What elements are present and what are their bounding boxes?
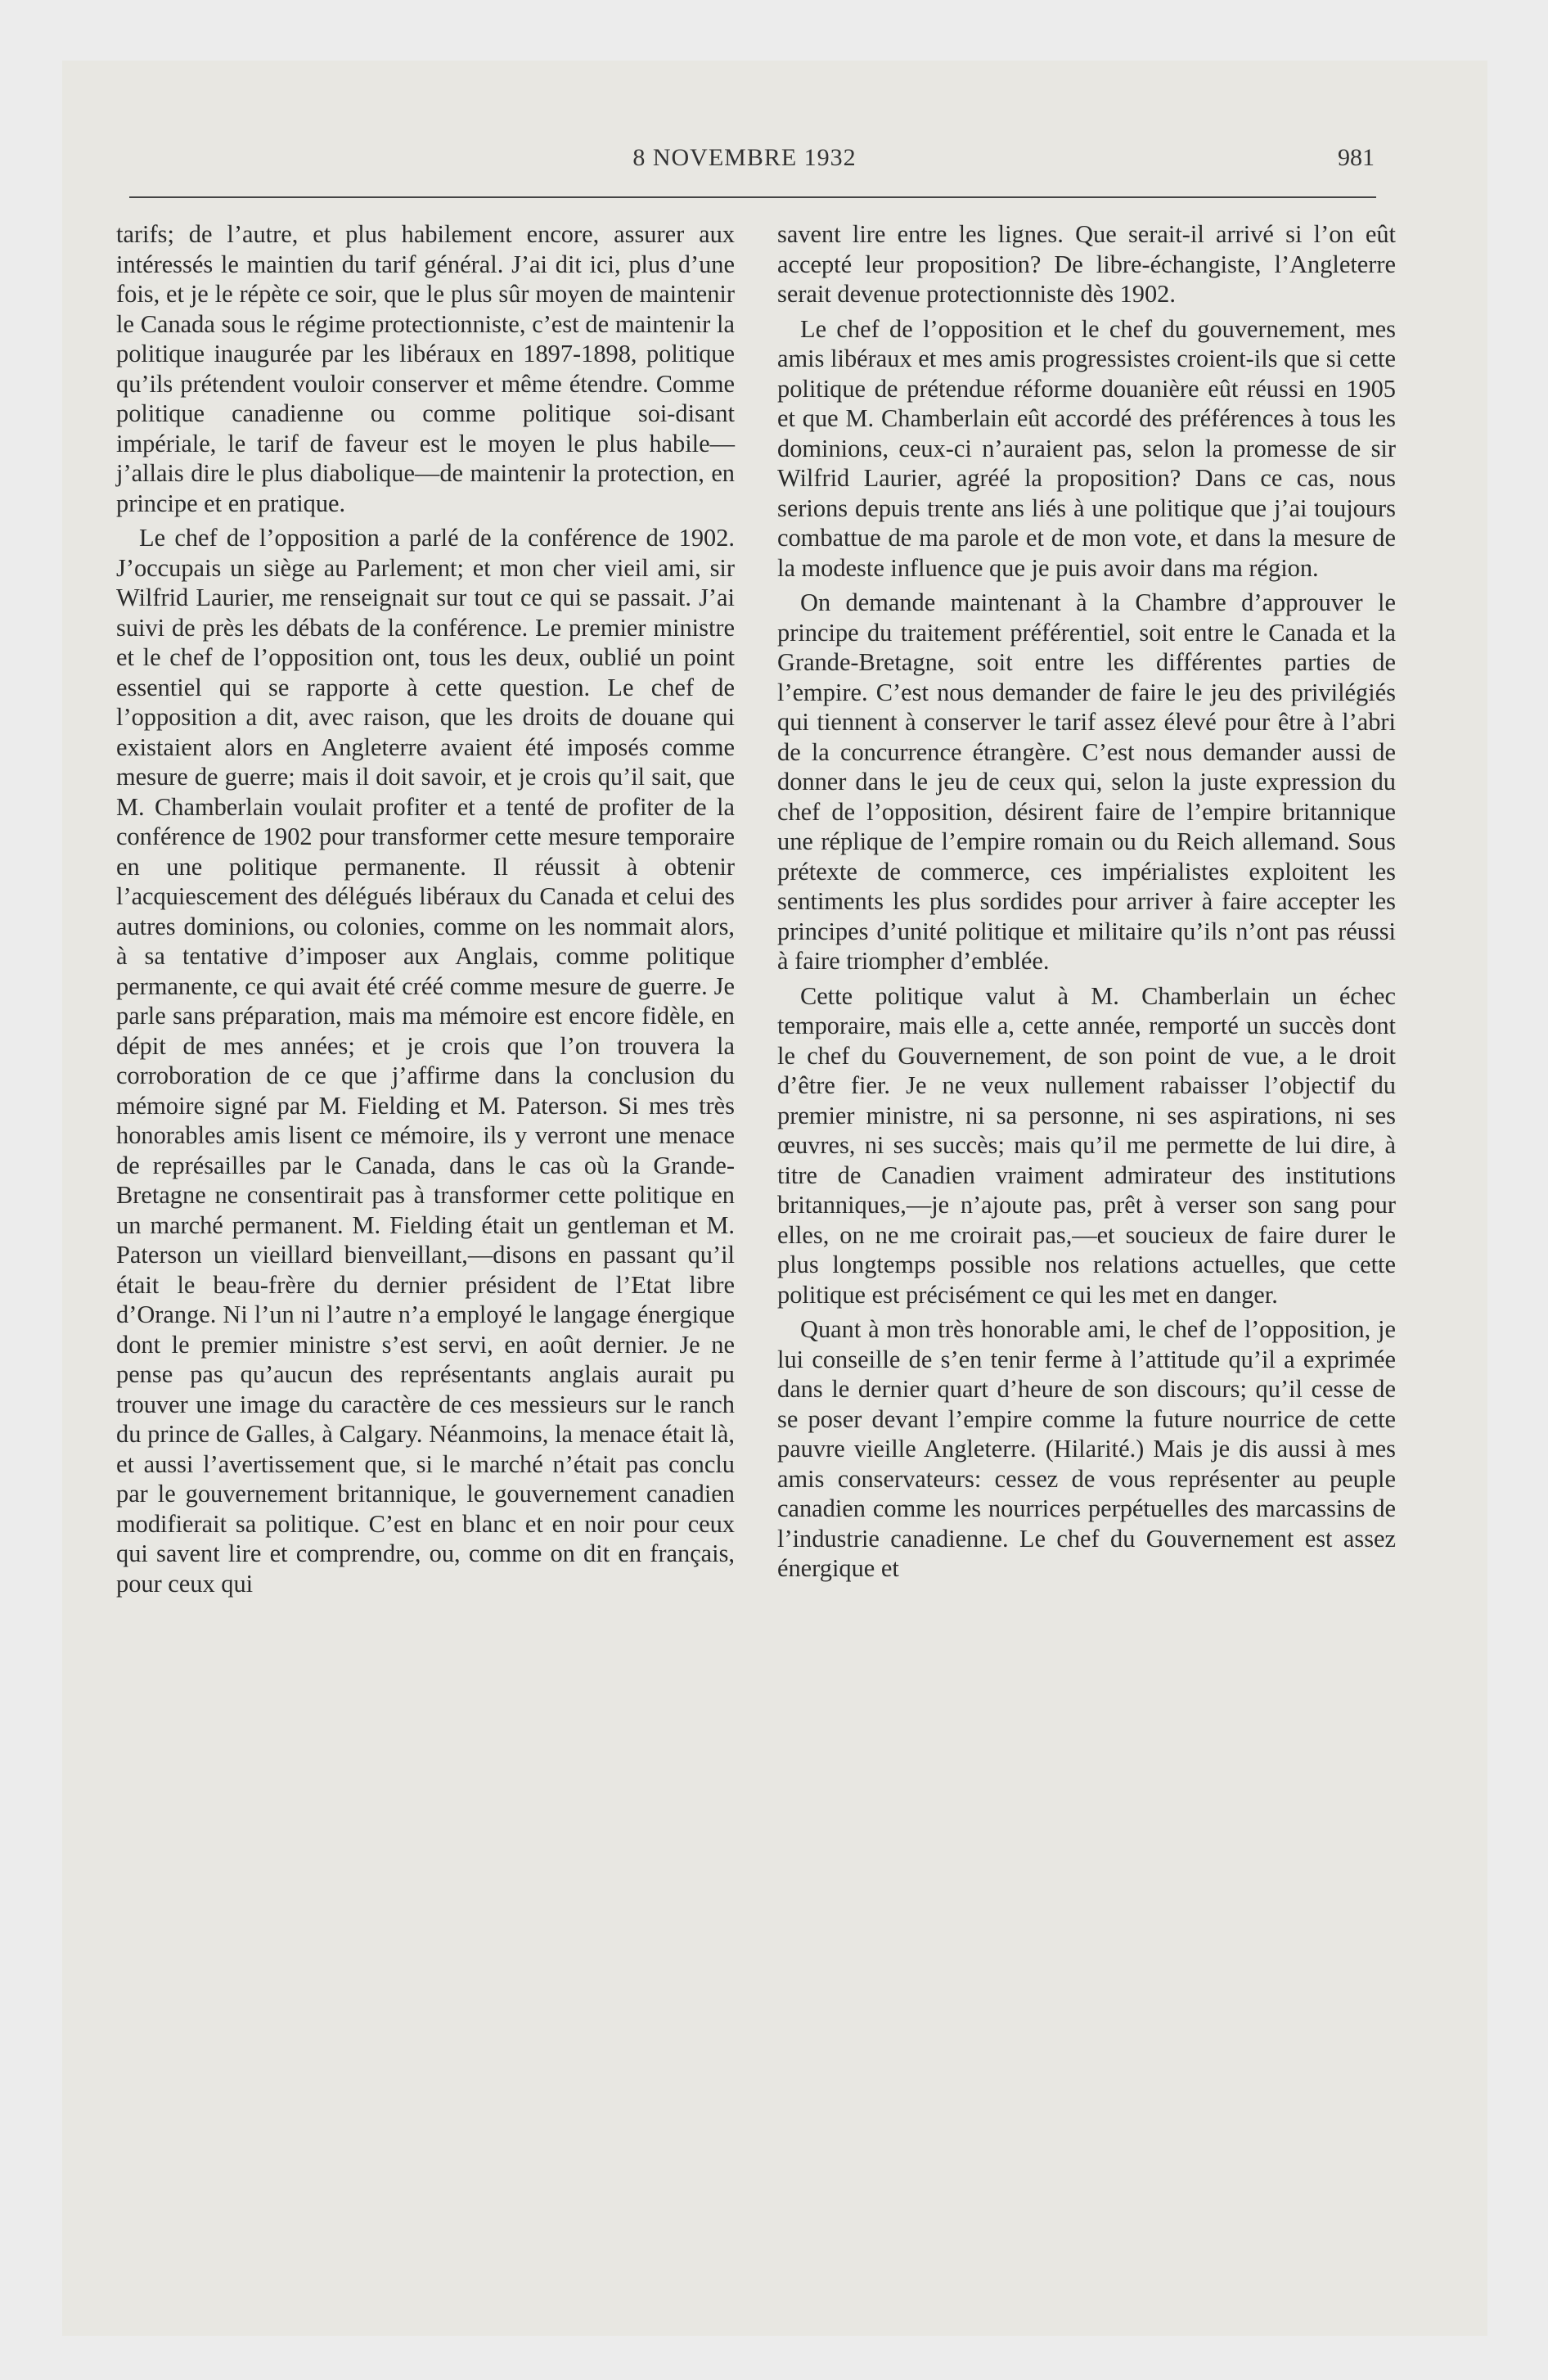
paragraph: Quant à mon très honorable ami, le chef de l’opposition, je lui conseille de s’en tenir ferme à l’attitude qu’il a exprimée dans le dernier quart d’heure de son discours; qu’il cesse de se poser devant l’empire comme la future nourrice de cette pauvre vieille Angleterre. (Hilarité.) Mais je dis aussi à mes amis conservateurs: cessez de vous représenter au peuple canadien comme les nourrices perpétuelles des marcassins de l’industrie canadienne. Le chef du Gouvernement est assez énergique et bbox=[777, 1315, 1396, 1582]
paragraph: On demande maintenant à la Chambre d’approuver le principe du traitement préférentiel, soit entre le Canada et la Grande-Bretagne, soit entre les différentes parties de l’empire. C’est nous demander de faire le jeu des privilégiés qui tiennent à conserver le tarif assez élevé pour être à l’abri de la concurrence étrangère. C’est nous demander aussi de donner dans le jeu de ceux qui, selon la juste expression du chef de l’opposition, désirent faire de l’empire britannique une réplique de l’empire romain ou du Reich allemand. Sous prétexte de commerce, ces impérialistes exploitent les sentiments les plus sordides pour arriver à faire accepter les principes d’unité politique et militaire qu’ils n’ont pas réussi à faire triompher d’emblée. bbox=[777, 588, 1396, 975]
header-divider bbox=[129, 196, 1376, 198]
paragraph: Le chef de l’opposition a parlé de la conférence de 1902. J’occupais un siège au Parlement; et mon cher vieil ami, sir Wilfrid Laurier, me renseignait sur tout ce qui se passait. J’ai suivi de près les débats de la conférence. Le premier ministre et le chef de l’opposition ont, tous les deux, oublié un point essentiel qui se rapporte à cette question. Le chef de l’opposition a dit, avec raison, que les droits de douane qui existaient alors en Angleterre avaient été imposés comme mesure de guerre; mais il doit savoir, et je crois qu’il sait, que M. Chamberlain voulait profiter et a tenté de profiter de la conférence de 1902 pour transformer cette mesure temporaire en une politique permanente. Il réussit à obtenir l’acquiescement des délégués libéraux du Canada et celui des autres dominions, ou colonies, comme on les nommait alors, à sa tentative d’imposer aux Anglais, comme politique permanente, ce qui avait été créé comme mesure de guerre. Je parle sans préparation, mais ma mémoire est encore fidèle, en dépit de mes années; et je crois que l’on trouvera la corroboration de ce que j’affirme dans la conclusion du mémoire signé par M. Fielding et M. Paterson. Si mes très honorables amis lisent ce mémoire, ils y verront une menace de représailles par le Canada, dans le cas où la Grande-Bretagne ne consentirait pas à transformer cette politique en un marché permanent. M. Fielding était un gentleman et M. Paterson un vieillard bienveillant,—disons en passant qu’il était le beau-frère du dernier président de l’Etat libre d’Orange. Ni l’un ni l’autre n’a employé le langage énergique dont le premier ministre s’est servi, en août dernier. Je ne pense pas qu’aucun des représentants anglais aurait pu trouver une image du caractère de ces messieurs sur le ranch du prince de Galles, à Calgary. Néanmoins, la menace était là, et aussi l’avertissement que, si le marché n’était pas conclu par le gouvernement britannique, le gouvernement canadien modifierait sa politique. C’est en blanc et en noir pour ceux qui savent lire et comprendre, ou, comme on dit en français, pour ceux qui bbox=[116, 524, 735, 1598]
page-number: 981 bbox=[1338, 144, 1375, 171]
paragraph: Cette politique valut à M. Chamberlain un échec temporaire, mais elle a, cette année, remporté un succès dont le chef du Gouvernement, de son point de vue, a le droit d’être fier. Je ne veux nullement rabaisser l’objectif du premier ministre, ni sa personne, ni ses aspirations, ni ses œuvres, ni ses succès; mais qu’il me permette de lui dire, à titre de Canadien vraiment admirateur des institutions britanniques,—je n’ajoute pas, prêt à verser son sang pour elles, on ne me croirait pas,—et soucieux de faire durer le plus longtemps possible nos relations actuelles, que cette politique est précisément ce qui les met en danger. bbox=[777, 981, 1396, 1309]
right-column bbox=[777, 219, 1396, 1584]
paragraph: Le chef de l’opposition et le chef du gouvernement, mes amis libéraux et mes amis progressistes croient-ils que si cette politique de prétendue réforme douanière eût réussi en 1905 et que M. Chamberlain eût accordé des préférences à tous les dominions, ceux-ci n’auraient pas, selon la promesse de sir Wilfrid Laurier, agréé la proposition? Dans ce cas, nous serions depuis trente ans liés à une politique que j’ai toujours combattue de ma parole et de mon vote, et dans la mesure de la modeste influence que je puis avoir dans ma région. bbox=[777, 314, 1396, 582]
paragraph: savent lire entre les lignes. Que serait-il arrivé si l’on eût accepté leur proposition? De libre-échangiste, l’Angleterre serait devenue protectionniste dès 1902. bbox=[777, 220, 1396, 308]
left-column bbox=[116, 219, 735, 1598]
page-header-date: 8 NOVEMBRE 1932 bbox=[632, 144, 857, 171]
paragraph: tarifs; de l’autre, et plus habilement encore, assurer aux intéressés le maintien du tarif général. J’ai dit ici, plus d’une fois, et je le répète ce soir, que le plus sûr moyen de maintenir le Canada sous le régime protectionniste, c’est de maintenir la politique inaugurée par les libéraux en 1897-1898, politique qu’ils prétendent vouloir conserver et même étendre. Comme politique canadienne ou comme politique soi-disant impériale, le tarif de faveur est le moyen le plus habile—j’allais dire le plus diabolique—de maintenir la protection, en principe et en pratique. bbox=[116, 220, 735, 517]
